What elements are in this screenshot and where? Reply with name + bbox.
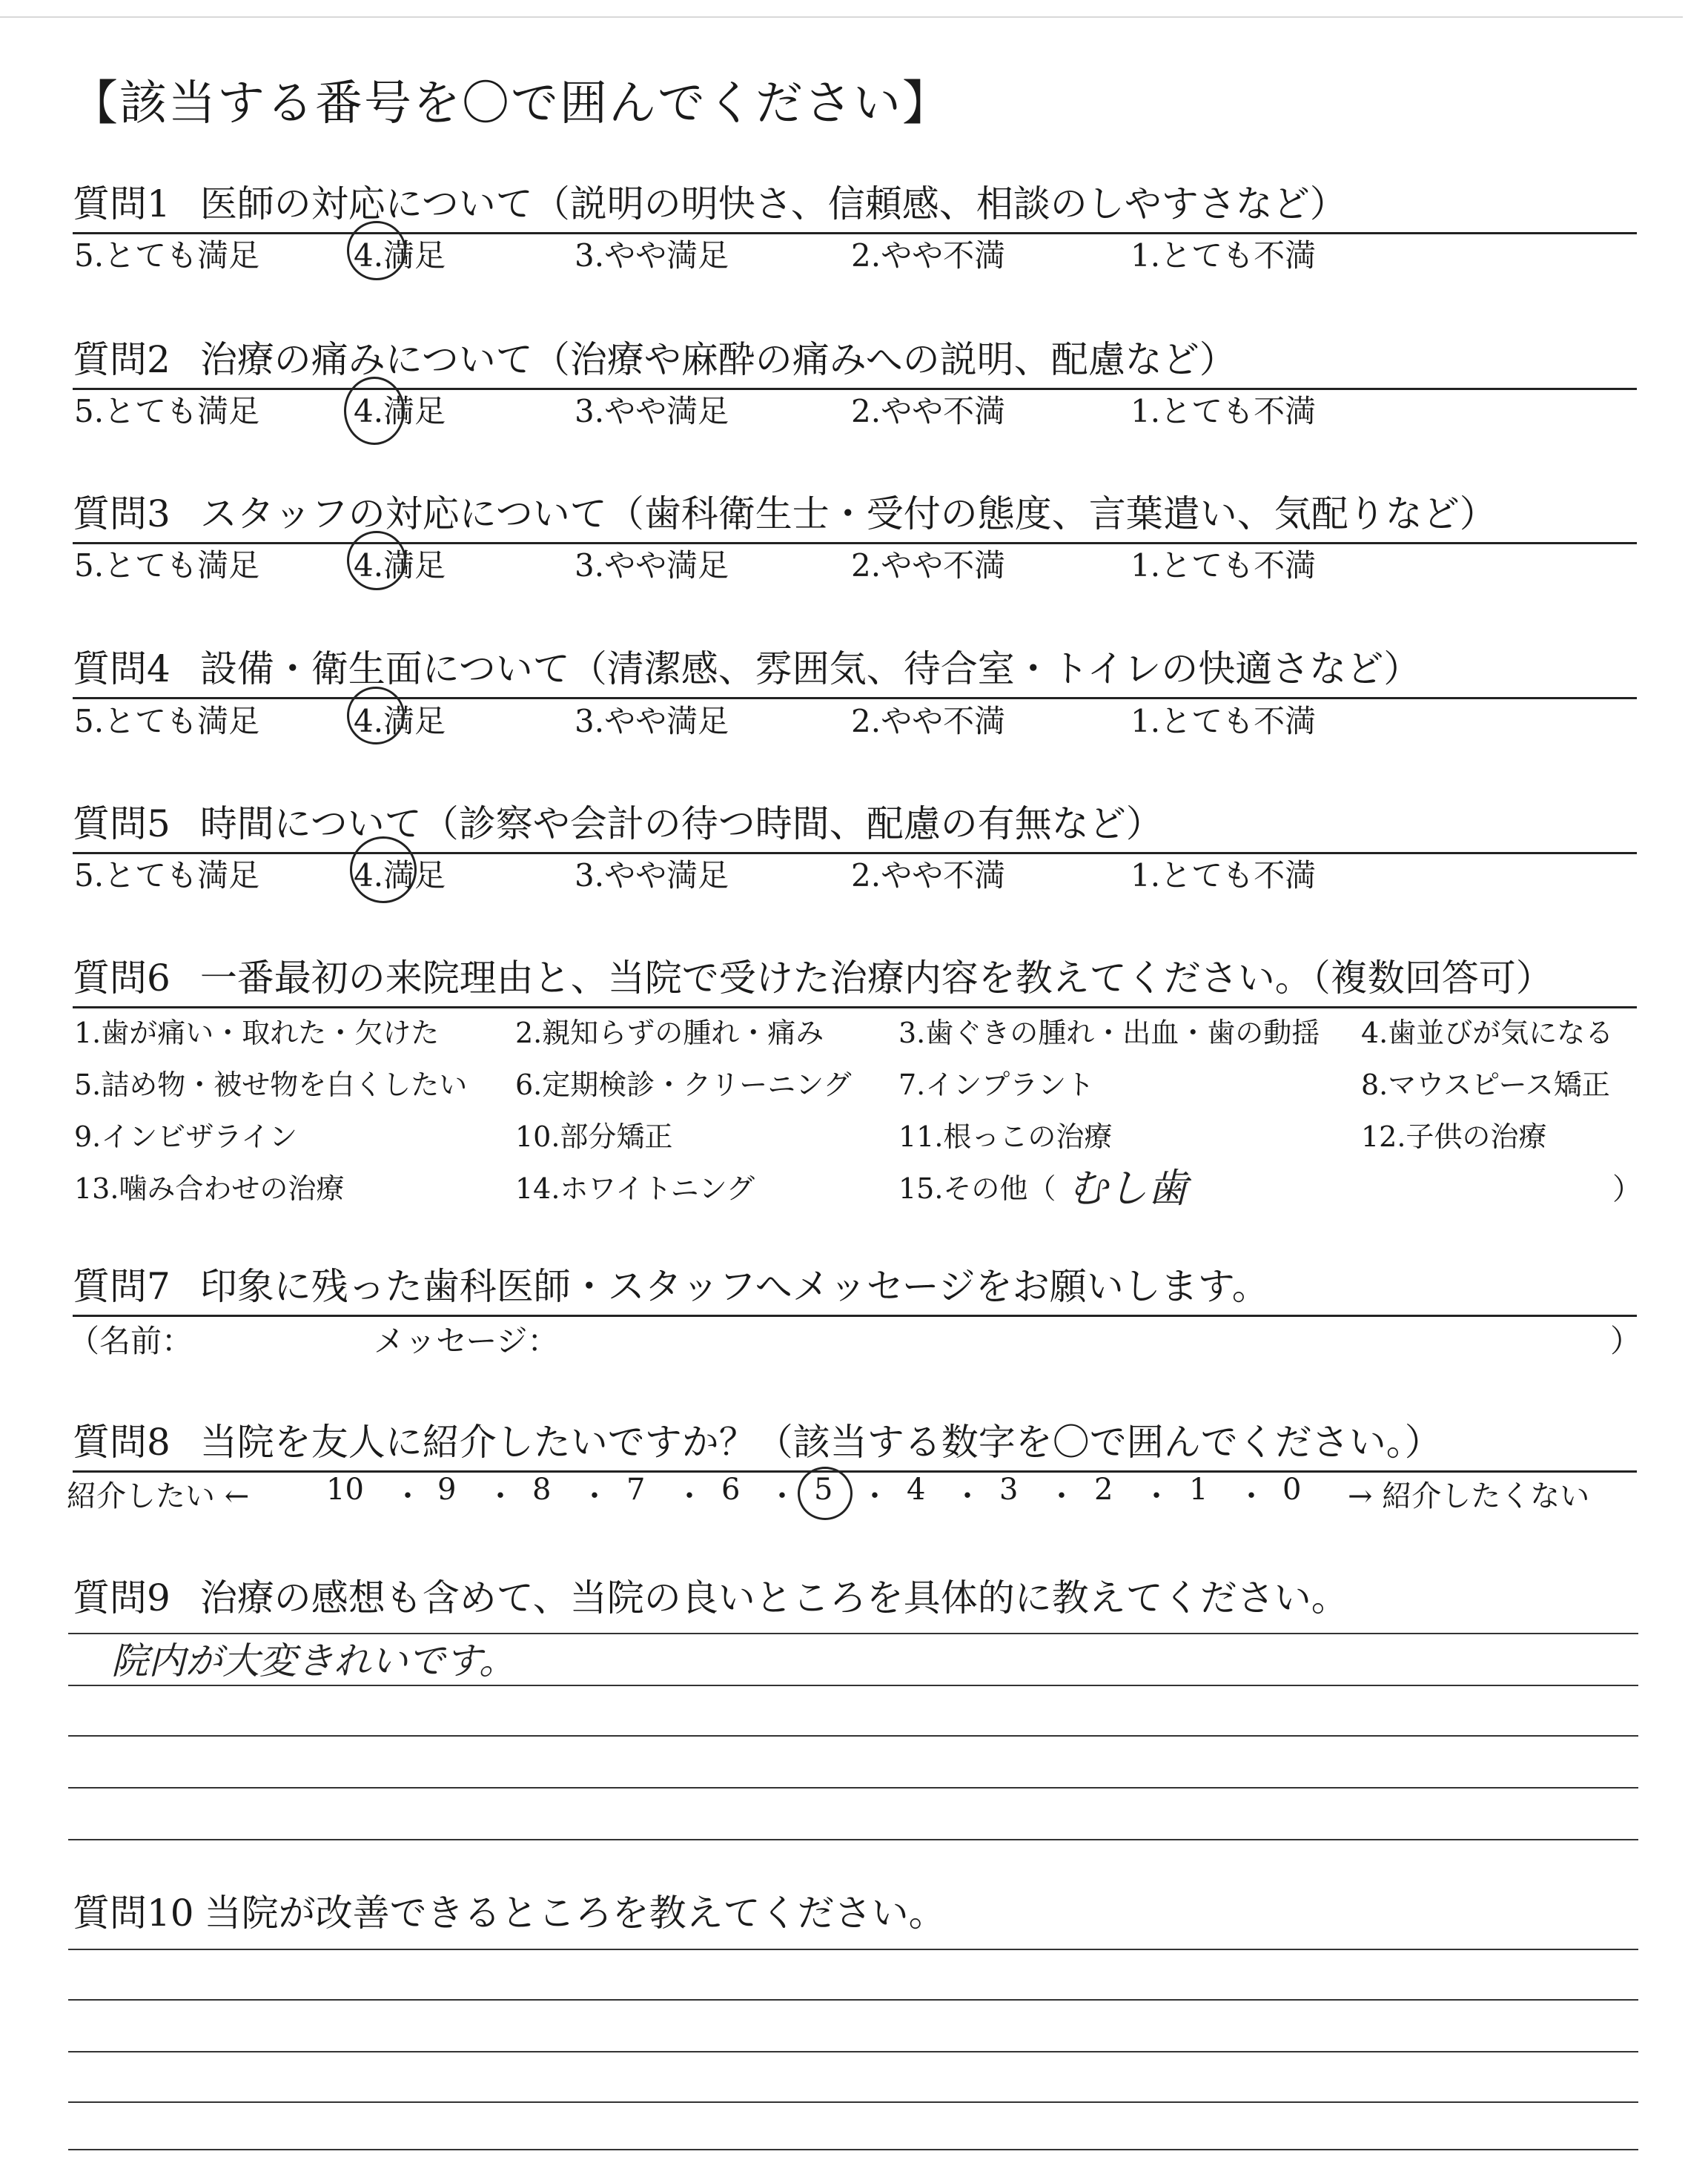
q9-answer-handwriting: 院内が大変きれいです。	[111, 1639, 516, 1682]
question-text: 設備・衛生面について（清潔感、雰囲気、待合室・トイレの快適さなど）	[199, 647, 1421, 690]
answer-line[interactable]	[68, 2101, 1638, 2103]
recommend-scale	[67, 1473, 1638, 1517]
scale-separator: ・	[580, 1479, 609, 1513]
question-2-heading	[73, 330, 1637, 390]
scale-left-label: 紹介したい ←	[67, 1479, 250, 1513]
option-very-dissatisfied[interactable]: 1.とても不満	[1131, 393, 1317, 429]
scale-separator: ・	[1142, 1479, 1171, 1513]
scale-value-7[interactable]: 7	[626, 1473, 646, 1507]
reason-option[interactable]: 1.歯が痛い・取れた・欠けた	[74, 1017, 440, 1049]
question-2-options	[74, 387, 1638, 432]
question-label: 質問5	[73, 802, 171, 845]
option-very-dissatisfied[interactable]: 1.とても不満	[1131, 857, 1317, 894]
question-3-options	[74, 541, 1638, 586]
question-label: 質問3	[73, 492, 171, 535]
reason-option-other[interactable]: 15.その他（	[898, 1172, 1056, 1205]
scale-value-3[interactable]: 3	[999, 1473, 1019, 1507]
answer-line[interactable]	[68, 1685, 1638, 1686]
option-very-satisfied[interactable]: 5.とても満足	[74, 547, 260, 584]
question-5-options	[74, 851, 1638, 896]
scale-value-2[interactable]: 2	[1094, 1473, 1113, 1507]
option-very-satisfied[interactable]: 5.とても満足	[74, 237, 260, 274]
option-somewhat-dissatisfied[interactable]: 2.やや不満	[851, 703, 1006, 739]
option-somewhat-satisfied[interactable]: 3.やや満足	[575, 393, 729, 429]
reason-option[interactable]: 3.歯ぐきの腫れ・出血・歯の動揺	[898, 1017, 1320, 1049]
answer-circle	[347, 687, 405, 744]
question-label: 質問10	[73, 1892, 194, 1935]
message-close-paren: ）	[1610, 1323, 1642, 1359]
question-label: 質問1	[73, 182, 171, 225]
scale-separator: ・	[1237, 1479, 1266, 1513]
scale-value-10[interactable]: 10	[326, 1473, 364, 1507]
reason-option[interactable]: 4.歯並びが気になる	[1361, 1017, 1614, 1049]
answer-circle	[350, 836, 417, 903]
scale-right-label: → 紹介したくない	[1348, 1479, 1590, 1513]
question-label: 質問6	[73, 957, 171, 1000]
scale-separator: ・	[1047, 1479, 1076, 1513]
answer-circle	[344, 377, 405, 445]
answer-line[interactable]	[68, 1839, 1638, 1840]
question-10-heading	[73, 1883, 1637, 1941]
reason-option[interactable]: 6.定期検診・クリーニング	[515, 1069, 852, 1101]
option-satisfied[interactable]: 4.満足	[354, 393, 446, 429]
scale-separator: ・	[860, 1479, 890, 1513]
scale-value-4[interactable]: 4	[907, 1473, 926, 1507]
question-label: 質問2	[73, 338, 171, 381]
question-text: 当院が改善できるところを教えてください。	[204, 1892, 946, 1935]
question-text: 医師の対応について（説明の明快さ、信頼感、相談のしやすさなど）	[199, 182, 1347, 225]
scale-separator: ・	[675, 1479, 704, 1513]
scale-value-0[interactable]: 0	[1282, 1473, 1302, 1507]
scale-separator: ・	[953, 1479, 982, 1513]
option-very-dissatisfied[interactable]: 1.とても不満	[1131, 547, 1317, 584]
option-very-dissatisfied[interactable]: 1.とても不満	[1131, 703, 1317, 739]
scale-separator: ・	[767, 1479, 797, 1513]
scale-value-6[interactable]: 6	[721, 1473, 741, 1507]
question-7-heading	[73, 1257, 1637, 1317]
question-4-options	[74, 697, 1638, 742]
scale-value-8[interactable]: 8	[532, 1473, 552, 1507]
answer-line[interactable]	[68, 2051, 1638, 2052]
option-satisfied[interactable]: 4.満足	[354, 857, 446, 894]
option-somewhat-dissatisfied[interactable]: 2.やや不満	[851, 857, 1006, 894]
reason-option[interactable]: 12.子供の治療	[1361, 1120, 1547, 1153]
option-satisfied[interactable]: 4.満足	[354, 703, 446, 739]
name-label: （名前：	[68, 1323, 193, 1359]
option-very-satisfied[interactable]: 5.とても満足	[74, 703, 260, 739]
question-text: 当院を友人に紹介したいですか？（該当する数字を〇で囲んでください。）	[199, 1421, 1442, 1464]
scale-separator: ・	[393, 1479, 423, 1513]
question-label: 質問8	[73, 1421, 171, 1464]
reason-option[interactable]: 8.マウスピース矯正	[1361, 1069, 1610, 1101]
reason-option[interactable]: 14.ホワイトニング	[515, 1172, 755, 1205]
page-top-rule	[0, 16, 1683, 18]
option-somewhat-satisfied[interactable]: 3.やや満足	[575, 237, 729, 274]
answer-line[interactable]	[68, 1787, 1638, 1789]
question-1-options	[74, 231, 1638, 276]
other-close-paren: ）	[1612, 1172, 1642, 1206]
reason-option[interactable]: 9.インビザライン	[74, 1120, 298, 1153]
question-6-heading	[73, 948, 1637, 1008]
question-text: 時間について（診察や会計の待つ時間、配慮の有無など）	[199, 802, 1163, 845]
question-text: 一番最初の来院理由と、当院で受けた治療内容を教えてください。（複数回答可）	[199, 957, 1553, 1000]
answer-line[interactable]	[68, 1949, 1638, 1950]
question-text: 印象に残った歯科医師・スタッフへメッセージをお願いします。	[199, 1265, 1269, 1308]
question-4-heading	[73, 639, 1637, 699]
question-9-heading	[73, 1568, 1637, 1626]
option-somewhat-satisfied[interactable]: 3.やや満足	[575, 703, 729, 739]
reason-option[interactable]: 7.インプラント	[898, 1069, 1095, 1101]
question-8-heading	[73, 1413, 1637, 1473]
answer-line[interactable]	[68, 1735, 1638, 1737]
page-title: 【該当する番号を〇で囲んでください】	[70, 76, 951, 131]
question-label: 質問9	[73, 1576, 171, 1619]
scale-value-1[interactable]: 1	[1189, 1473, 1208, 1507]
answer-line[interactable]	[68, 2149, 1638, 2150]
question-text: 治療の感想も含めて、当院の良いところを具体的に教えてください。	[199, 1576, 1348, 1619]
reason-option[interactable]: 2.親知らずの腫れ・痛み	[515, 1017, 824, 1049]
option-very-satisfied[interactable]: 5.とても満足	[74, 857, 260, 894]
option-satisfied[interactable]: 4.満足	[354, 237, 446, 274]
message-label: メッセージ：	[374, 1323, 559, 1359]
option-satisfied[interactable]: 4.満足	[354, 547, 446, 584]
scale-value-5[interactable]: 5	[814, 1473, 833, 1507]
answer-circle	[347, 221, 406, 280]
answer-circle	[347, 531, 406, 590]
other-answer-handwriting: むし歯	[1068, 1165, 1188, 1212]
option-very-satisfied[interactable]: 5.とても満足	[74, 393, 260, 429]
answer-circle	[798, 1467, 853, 1520]
message-input[interactable]	[572, 1317, 1595, 1354]
reason-option[interactable]: 5.詰め物・被せ物を白くしたい	[74, 1069, 468, 1101]
question-3-heading	[73, 484, 1637, 544]
reason-option[interactable]: 11.根っこの治療	[898, 1120, 1113, 1153]
reason-option[interactable]: 13.噛み合わせの治療	[74, 1172, 345, 1205]
option-very-dissatisfied[interactable]: 1.とても不満	[1131, 237, 1317, 274]
question-text: 治療の痛みについて（治療や麻酔の痛みへの説明、配慮など）	[199, 338, 1237, 381]
scale-separator: ・	[486, 1479, 515, 1513]
option-somewhat-dissatisfied[interactable]: 2.やや不満	[851, 393, 1006, 429]
reason-option[interactable]: 10.部分矯正	[515, 1120, 673, 1153]
question-label: 質問7	[73, 1265, 171, 1308]
option-somewhat-dissatisfied[interactable]: 2.やや不満	[851, 547, 1006, 584]
option-somewhat-satisfied[interactable]: 3.やや満足	[575, 547, 729, 584]
question-text: スタッフの対応について（歯科衛生士・受付の態度、言葉遣い、気配りなど）	[199, 492, 1497, 535]
question-label: 質問4	[73, 647, 171, 690]
question-1-heading	[73, 174, 1637, 234]
scale-value-9[interactable]: 9	[437, 1473, 457, 1507]
question-5-heading	[73, 794, 1637, 854]
option-somewhat-dissatisfied[interactable]: 2.やや不満	[851, 237, 1006, 274]
option-somewhat-satisfied[interactable]: 3.やや満足	[575, 857, 729, 894]
answer-line[interactable]	[68, 1999, 1638, 2001]
